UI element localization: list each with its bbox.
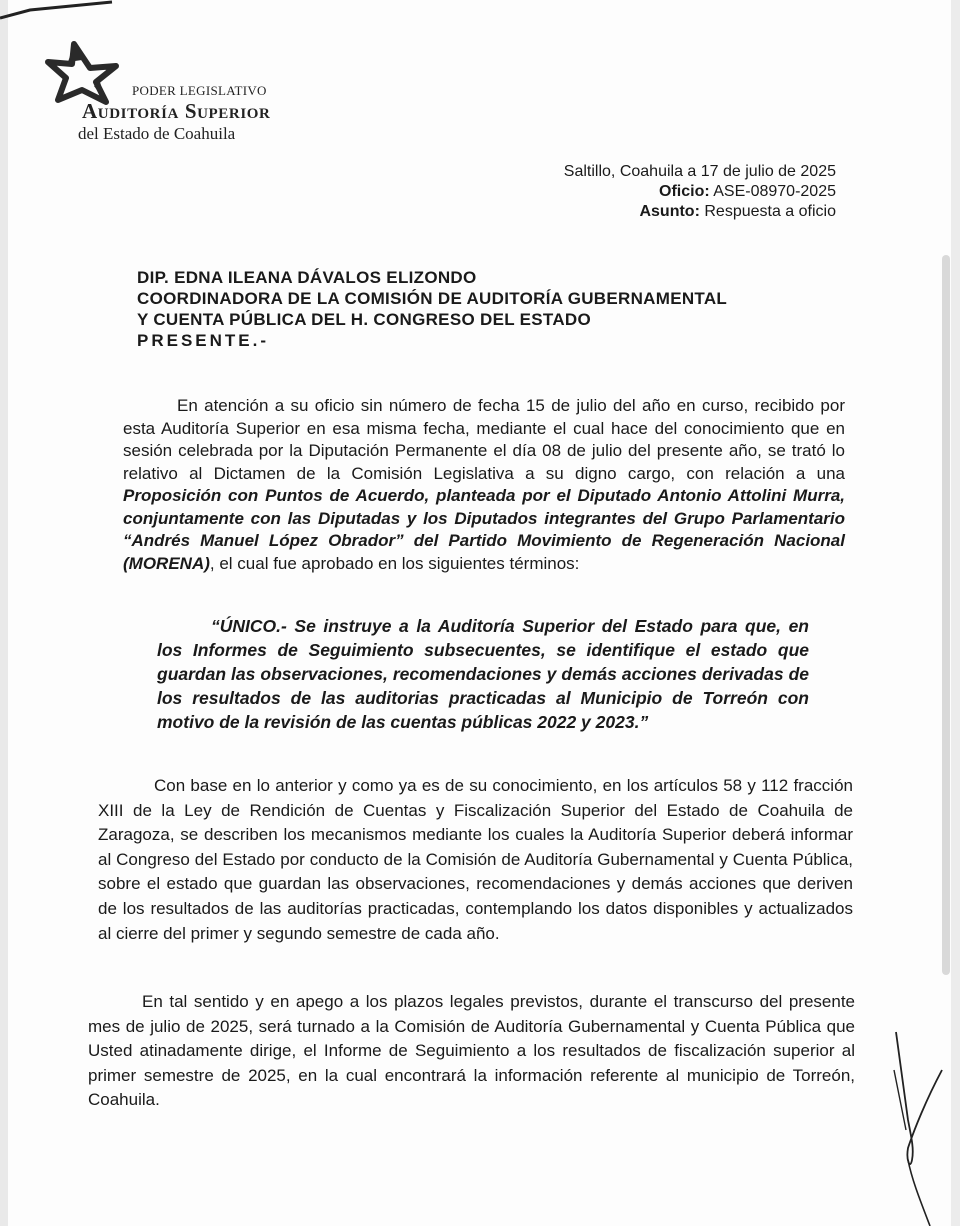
paragraph-3: En tal sentido y en apego a los plazos legales previstos, durante el transcurso del presente mes de julio de 2025, será turnado a la Comisión de Auditoría Gubernamental y Cuenta Pública que Usted atinadamente dirige, el Informe de Seguimiento a los resultados de fiscalización superior al primer semestre de 2025, en la cual encontrará la información referente al municipio de Torreón, Coahuila. xyxy=(88,992,855,1110)
paragraph-1-emphasis: Proposición con Puntos de Acuerdo, planteada por el Diputado Antonio Attolini Murra, conjuntamente con las Diputadas y los Diputados integrantes del Grupo Parlamentario “Andrés Manuel López Obrador” del Partido Movimiento de Regeneración Nacional (MORENA) xyxy=(123,486,845,573)
oficio-label: Oficio: xyxy=(659,183,710,200)
addressee-name: DIP. EDNA ILEANA DÁVALOS ELIZONDO xyxy=(137,268,477,287)
letter-meta xyxy=(564,162,836,222)
addressee-presente: PRESENTE.- xyxy=(137,331,270,350)
addressee-block xyxy=(137,267,727,351)
page-right-edge xyxy=(951,0,960,1226)
asunto-value: Respuesta a oficio xyxy=(704,203,836,220)
star-logo-icon xyxy=(44,38,124,106)
signature-mark xyxy=(886,1030,950,1226)
asunto-label: Asunto: xyxy=(639,203,700,220)
oficio-line xyxy=(564,182,836,202)
paragraph-1-text-a: En atención a su oficio sin número de fecha 15 de julio del año en curso, recibido por esta Auditoría Superior en esa misma fecha, mediante el cual hace del conocimiento que en sesión celebrada por la Diputación Permanente el día 08 de julio del presente año, se trató lo relativo al Dictamen de la Comisión Legislativa a su digno cargo, con relación a una xyxy=(123,396,845,483)
quoted-resolution: “ÚNICO.- Se instruye a la Auditoría Superior del Estado para que, en los Informes de Seguimiento subsecuentes, se identifique el estado que guardan las observaciones, recomendaciones y demás acciones derivadas de los resultados de las auditorias practicadas al Municipio de Torreón con motivo de la revisión de las cuentas públicas 2022 y 2023.” xyxy=(157,616,809,732)
paragraph-1 xyxy=(123,395,845,575)
scrollbar-thumb[interactable] xyxy=(942,255,950,975)
page-left-edge xyxy=(0,0,8,1226)
asunto-line xyxy=(564,202,836,222)
paragraph-1-text-c: , el cual fue aprobado en los siguientes términos: xyxy=(209,553,580,573)
place-date: Saltillo, Coahuila a 17 de julio de 2025 xyxy=(563,163,836,180)
oficio-value: ASE-08970-2025 xyxy=(713,183,836,200)
org-kicker: PODER LEGISLATIVO xyxy=(132,83,267,98)
org-subtitle: del Estado de Coahuila xyxy=(78,124,236,143)
corner-stroke xyxy=(0,0,115,30)
addressee-title: COORDINADORA DE LA COMISIÓN DE AUDITORÍA GUBERNAMENTAL xyxy=(137,289,728,308)
addressee-title-cont: Y CUENTA PÚBLICA DEL H. CONGRESO DEL ESTADO xyxy=(137,310,591,329)
org-name: Auditoría Superior xyxy=(82,99,271,123)
paragraph-2: Con base en lo anterior y como ya es de su conocimiento, en los artículos 58 y 112 fracción XIII de la Ley de Rendición de Cuentas y Fiscalización Superior del Estado de Coahuila de Zaragoza, se describen los mecanismos mediante los cuales la Auditoría Superior deberá informar al Congreso del Estado por conducto de la Comisión de Auditoría Gubernamental y Cuenta Pública, sobre el estado que guardan las observaciones, recomendaciones y demás acciones que deriven de los resultados de las auditorías practicadas, contemplando los datos disponibles y actualizados al cierre del primer y segundo semestre de cada año. xyxy=(98,776,853,943)
